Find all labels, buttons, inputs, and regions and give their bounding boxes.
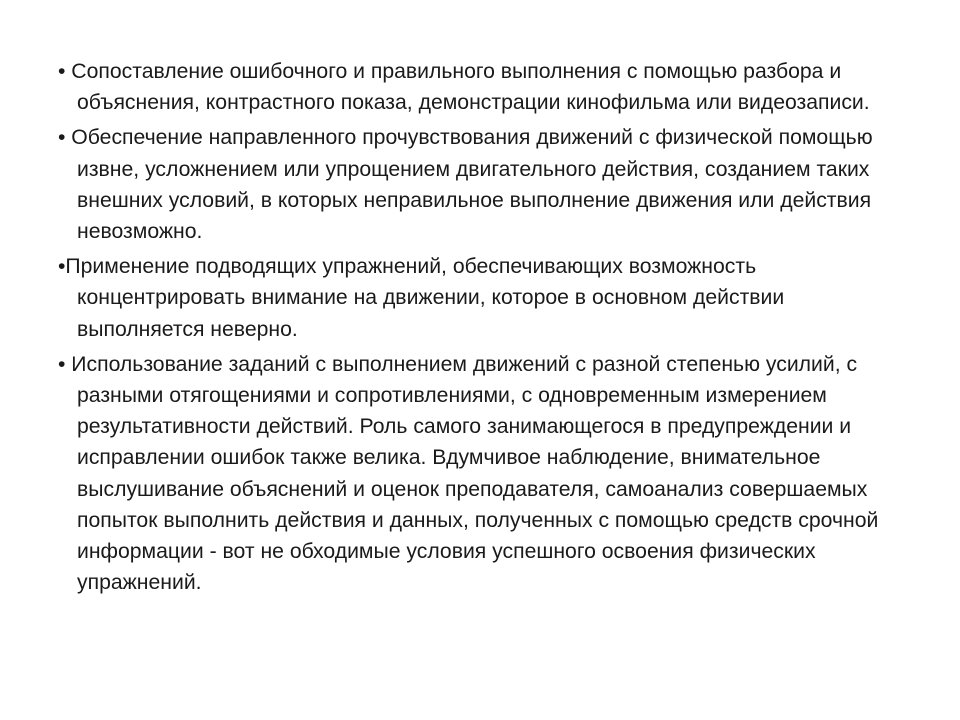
slide-body: [58, 56, 908, 602]
bullet-paragraph-4: • Использование заданий с выполнением движений с разной степенью усилий, с разными отягощениями и сопротивлениями, с одновременным измерением результативности действий. Роль самого занимающегося в предупреждении и исправлении ошибок также велика. Вдумчивое наблюдение, внимательное выслушивание объяснений и оценок преподавателя, самоанализ совершаемых попыток выполнить действия и данных, полученных с помощью средств срочной информации - вот не обходимые условия успешного освоения физических упражнений.: [58, 352, 879, 595]
bullet-paragraph-1: • Сопоставление ошибочного и правильного выполнения с помощью разбора и объяснения, контрастного показа, демонстрации кинофильма или видеозаписи.: [58, 60, 870, 115]
bullet-paragraph-2: • Обеспечение направленного прочувствования движений с физической помощью извне, усложнением или упрощением двигательного действия, созданием таких внешних условий, в которых неправильное выполнение движения или действия невозможно.: [58, 126, 873, 244]
bullet-paragraph-3: •Применение подводящих упражнений, обеспечивающих возможность концентрировать внимание на движении, которое в основном действии выполняется неверно.: [58, 255, 785, 341]
